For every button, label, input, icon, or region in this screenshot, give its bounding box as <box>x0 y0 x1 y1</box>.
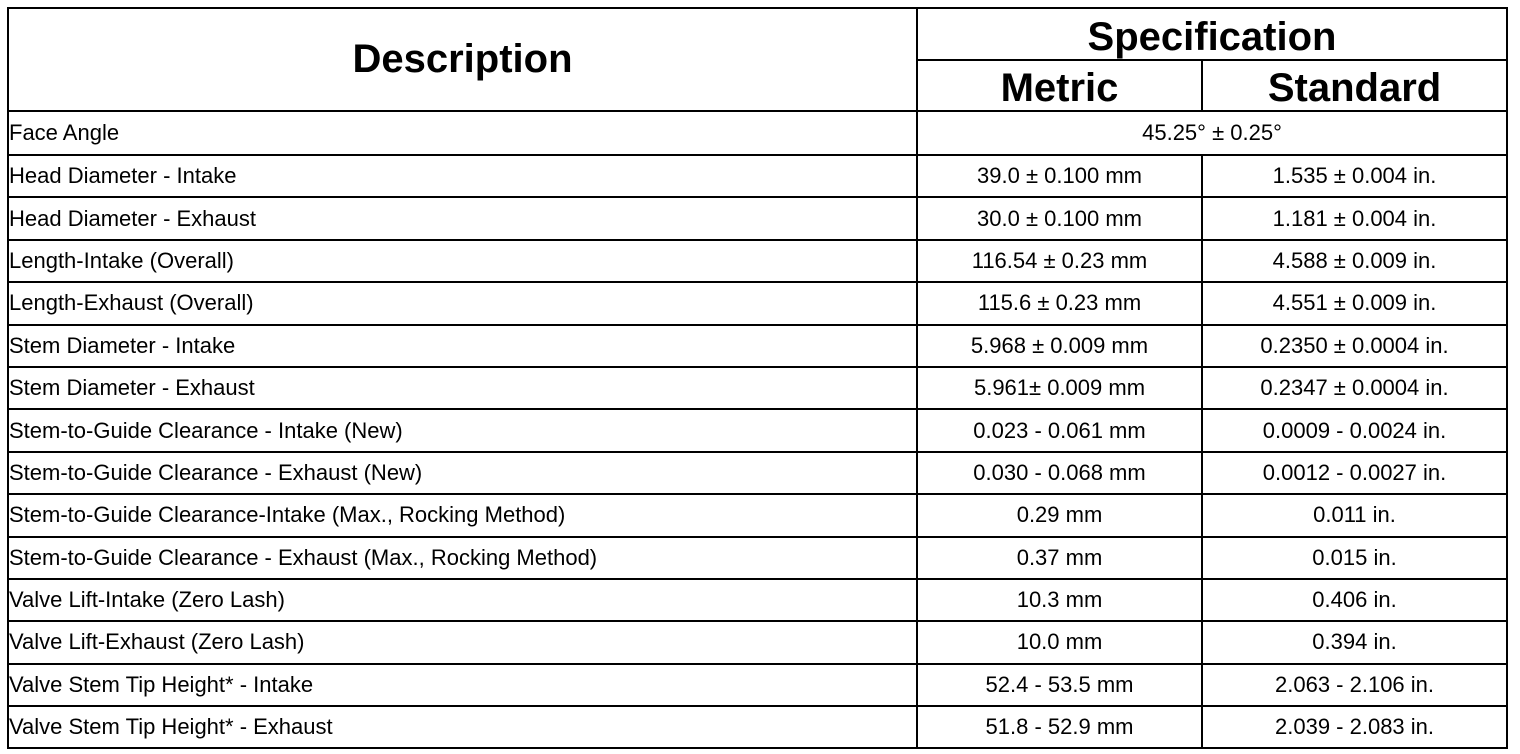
table-row <box>8 537 1507 579</box>
table-row <box>8 494 1507 536</box>
row-standard: 0.015 in. <box>1202 537 1507 579</box>
table-row <box>8 240 1507 282</box>
row-description: Stem Diameter - Intake <box>8 325 917 367</box>
row-metric: 0.030 - 0.068 mm <box>917 452 1202 494</box>
row-metric: 5.968 ± 0.009 mm <box>917 325 1202 367</box>
row-metric: 39.0 ± 0.100 mm <box>917 155 1202 197</box>
row-standard: 2.063 - 2.106 in. <box>1202 664 1507 706</box>
metric-header: Metric <box>917 60 1202 111</box>
table-row <box>8 409 1507 451</box>
row-metric: 0.37 mm <box>917 537 1202 579</box>
row-metric: 5.961± 0.009 mm <box>917 367 1202 409</box>
table-body <box>8 111 1507 748</box>
row-metric: 0.29 mm <box>917 494 1202 536</box>
table-row <box>8 452 1507 494</box>
specification-table <box>7 7 1508 749</box>
row-description: Valve Stem Tip Height* - Exhaust <box>8 706 917 748</box>
row-description: Stem-to-Guide Clearance-Intake (Max., Rocking Method) <box>8 494 917 536</box>
row-description: Stem Diameter - Exhaust <box>8 367 917 409</box>
row-description: Stem-to-Guide Clearance - Exhaust (New) <box>8 452 917 494</box>
table-row <box>8 197 1507 239</box>
row-description: Head Diameter - Intake <box>8 155 917 197</box>
row-combined-spec: 45.25° ± 0.25° <box>917 111 1507 155</box>
row-standard: 0.011 in. <box>1202 494 1507 536</box>
table-row <box>8 706 1507 748</box>
header-row-top <box>8 8 1507 60</box>
description-header: Description <box>8 8 917 111</box>
row-metric: 115.6 ± 0.23 mm <box>917 282 1202 324</box>
row-metric: 10.0 mm <box>917 621 1202 663</box>
row-standard: 0.2347 ± 0.0004 in. <box>1202 367 1507 409</box>
row-metric: 0.023 - 0.061 mm <box>917 409 1202 451</box>
row-standard: 0.406 in. <box>1202 579 1507 621</box>
row-standard: 0.0009 - 0.0024 in. <box>1202 409 1507 451</box>
table-row <box>8 111 1507 155</box>
row-metric: 116.54 ± 0.23 mm <box>917 240 1202 282</box>
row-standard: 0.2350 ± 0.0004 in. <box>1202 325 1507 367</box>
row-standard: 0.394 in. <box>1202 621 1507 663</box>
row-description: Stem-to-Guide Clearance - Intake (New) <box>8 409 917 451</box>
row-standard: 1.181 ± 0.004 in. <box>1202 197 1507 239</box>
table-row <box>8 325 1507 367</box>
row-standard: 4.551 ± 0.009 in. <box>1202 282 1507 324</box>
row-standard: 0.0012 - 0.0027 in. <box>1202 452 1507 494</box>
row-description: Length-Intake (Overall) <box>8 240 917 282</box>
table-row <box>8 579 1507 621</box>
table-row <box>8 367 1507 409</box>
row-description: Head Diameter - Exhaust <box>8 197 917 239</box>
row-metric: 10.3 mm <box>917 579 1202 621</box>
specification-header: Specification <box>917 8 1507 60</box>
row-standard: 2.039 - 2.083 in. <box>1202 706 1507 748</box>
table-row <box>8 621 1507 663</box>
row-metric: 30.0 ± 0.100 mm <box>917 197 1202 239</box>
standard-header: Standard <box>1202 60 1507 111</box>
row-description: Face Angle <box>8 111 917 155</box>
row-description: Valve Stem Tip Height* - Intake <box>8 664 917 706</box>
row-description: Valve Lift-Intake (Zero Lash) <box>8 579 917 621</box>
table-row <box>8 282 1507 324</box>
table-row <box>8 664 1507 706</box>
row-metric: 52.4 - 53.5 mm <box>917 664 1202 706</box>
row-description: Valve Lift-Exhaust (Zero Lash) <box>8 621 917 663</box>
row-metric: 51.8 - 52.9 mm <box>917 706 1202 748</box>
row-description: Stem-to-Guide Clearance - Exhaust (Max., Rocking Method) <box>8 537 917 579</box>
row-description: Length-Exhaust (Overall) <box>8 282 917 324</box>
row-standard: 1.535 ± 0.004 in. <box>1202 155 1507 197</box>
table-row <box>8 155 1507 197</box>
row-standard: 4.588 ± 0.009 in. <box>1202 240 1507 282</box>
